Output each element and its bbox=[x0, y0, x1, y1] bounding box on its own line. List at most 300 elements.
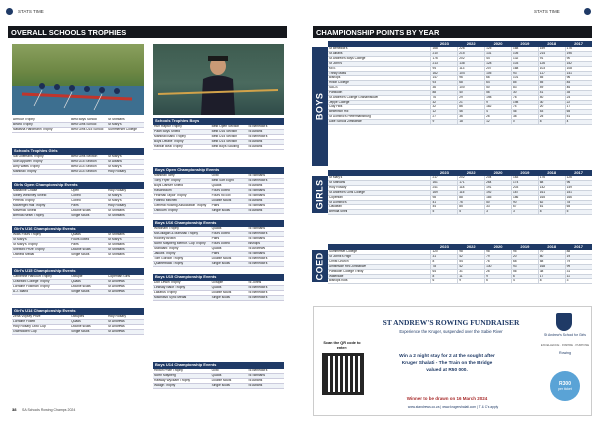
table-cell: Holy Rosary Octo Cup bbox=[12, 325, 70, 330]
year-header: 2018 bbox=[538, 244, 565, 250]
points-cell: 68 bbox=[538, 181, 565, 186]
schools-girls-title: Schools Trophies Girls bbox=[12, 148, 144, 155]
table-row bbox=[153, 247, 284, 252]
points-cell: 96 bbox=[565, 181, 592, 186]
points-cell: 185 bbox=[485, 195, 512, 200]
table-cell: Best Boys School bbox=[70, 118, 107, 123]
points-cell: 96 bbox=[458, 76, 485, 81]
table-cell: Gwendolen Cup bbox=[12, 330, 70, 335]
points-cell: 42 bbox=[458, 264, 485, 269]
points-cell: 126 bbox=[538, 61, 565, 66]
table-cell: Pairs bbox=[211, 237, 248, 242]
school-name-cell: Christ Church bbox=[328, 260, 431, 265]
right-section-title: CHAMPIONSHIP POINTS BY YEAR bbox=[313, 26, 592, 38]
table-cell: St Benedict's bbox=[247, 232, 284, 237]
school-name-cell: SACS bbox=[328, 86, 431, 91]
points-cell: 4 bbox=[485, 110, 512, 115]
points-cell: 99 bbox=[565, 264, 592, 269]
points-cell: 120 bbox=[431, 250, 458, 255]
points-cell: 186 bbox=[511, 195, 538, 200]
table-row bbox=[12, 214, 144, 219]
points-cell: 46 bbox=[565, 86, 592, 91]
left-logo bbox=[6, 8, 13, 15]
points-cell: 78 bbox=[431, 264, 458, 269]
boys-u14-table bbox=[153, 369, 284, 389]
points-cell: 20 bbox=[511, 255, 538, 260]
table-row bbox=[12, 285, 144, 290]
table-row bbox=[153, 286, 284, 291]
year-header: 2022 bbox=[458, 41, 485, 47]
table-cell: Pairs bbox=[70, 243, 107, 248]
points-cell: 187 bbox=[511, 190, 538, 195]
table-cell: St Benedict's bbox=[247, 291, 284, 296]
school-name-cell: St Andrew's College Grahamstown bbox=[328, 95, 431, 100]
table-cell: Best Girls School bbox=[70, 123, 107, 128]
year-header: 2020 bbox=[485, 170, 512, 176]
points-cell: 198 bbox=[511, 100, 538, 105]
points-cell: 6 bbox=[485, 279, 512, 284]
year-header: 2023 bbox=[431, 41, 458, 47]
points-cell: 101 bbox=[511, 76, 538, 81]
table-cell: St Benedict's bbox=[247, 125, 284, 130]
points-cell: 20 bbox=[538, 105, 565, 110]
table-cell: Single sculls bbox=[211, 296, 248, 301]
points-cell: 264 bbox=[485, 181, 512, 186]
schools-boys-table bbox=[153, 125, 284, 150]
table-cell: St Stithians bbox=[107, 214, 144, 219]
year-header: 2018 bbox=[538, 41, 565, 47]
school-name-cell: St Johns's High bbox=[328, 255, 431, 260]
footer-text: SA Schools Rowing Champs 2024 bbox=[22, 408, 76, 412]
table-cell: Double sculls bbox=[211, 291, 248, 296]
points-cell: 9 bbox=[458, 279, 485, 284]
points-cell: 78 bbox=[565, 200, 592, 205]
table-cell: McMerget Hall Trophy bbox=[12, 204, 70, 209]
points-cell: 74 bbox=[511, 105, 538, 110]
table-cell: Double sculls bbox=[211, 257, 248, 262]
year-header: 2017 bbox=[565, 170, 592, 176]
table-cell: Amy Watts Trophy bbox=[12, 165, 70, 170]
coed-label bbox=[312, 250, 328, 282]
points-cell: 165 bbox=[538, 195, 565, 200]
table-cell: St Mary's bbox=[107, 199, 144, 204]
right-logo bbox=[584, 8, 591, 15]
boys-label bbox=[312, 47, 328, 166]
table-cell: St Albans bbox=[247, 384, 284, 389]
points-cell: 85 bbox=[511, 81, 538, 86]
points-cell: 90 bbox=[511, 200, 538, 205]
points-cell: 115 bbox=[458, 190, 485, 195]
points-cell: 46 bbox=[458, 110, 485, 115]
table-cell: Best Open Section bbox=[211, 125, 248, 130]
trophies-a-table bbox=[12, 118, 144, 133]
points-cell: 33 bbox=[485, 205, 512, 210]
boys-open-title: Boys Open Championship Events bbox=[153, 167, 284, 174]
table-cell: Rankin Beal Trophy bbox=[153, 145, 211, 150]
table-cell: Summerset College bbox=[107, 128, 144, 133]
rowing-crew-graphic bbox=[12, 44, 144, 115]
points-cell: 84 bbox=[565, 81, 592, 86]
table-cell: Sibley Welchley Shield bbox=[12, 194, 70, 199]
table-cell: Machiavo Sync Medal bbox=[153, 296, 211, 301]
schools-boys-title: Schools Trophies Boys bbox=[153, 118, 284, 125]
girls-label bbox=[312, 176, 328, 213]
points-cell: 18 bbox=[458, 120, 485, 125]
table-cell: Crawford College Trophy bbox=[12, 280, 70, 285]
school-name-cell: Bishops Kids bbox=[328, 279, 431, 284]
table-cell: St Stithians bbox=[247, 374, 284, 379]
year-header: 2023 bbox=[431, 244, 458, 250]
table-row bbox=[12, 170, 144, 175]
points-cell: 3 bbox=[485, 210, 512, 215]
table-cell: A.J. Bland bbox=[12, 290, 70, 295]
points-cell: 202 bbox=[458, 176, 485, 181]
points-cell: 40 bbox=[538, 95, 565, 100]
points-cell: 32 bbox=[431, 105, 458, 110]
boys-open-block bbox=[153, 167, 284, 214]
table-cell: Copenfan Girls bbox=[107, 275, 144, 280]
points-cell: 35 bbox=[565, 90, 592, 95]
school-name-cell: St Mary's bbox=[328, 176, 431, 181]
table-cell: Natasha Hardmann Trophy bbox=[12, 128, 70, 133]
points-cell: 17 bbox=[538, 274, 565, 279]
points-cell: 22 bbox=[565, 100, 592, 105]
left-header-title: STATS TIME bbox=[18, 9, 44, 14]
points-cell: 168 bbox=[511, 66, 538, 71]
table-cell: St Mary's bbox=[12, 238, 70, 243]
table-cell: Railway Wyckam Trophy bbox=[153, 379, 211, 384]
boys-u15-block bbox=[153, 274, 284, 301]
points-cell: 38 bbox=[511, 115, 538, 120]
draw-date: Winner to be drawn on 16 March 2024 bbox=[406, 396, 488, 401]
school-name-cell: St Albans bbox=[328, 52, 431, 57]
school-name-cell: St Andrew's Boys College bbox=[328, 57, 431, 62]
points-cell: 196 bbox=[565, 52, 592, 57]
table-cell: Quads bbox=[211, 227, 248, 232]
year-header: 2019 bbox=[511, 244, 538, 250]
table-cell: Jakubs Trophy bbox=[153, 252, 211, 257]
girls-u16-table bbox=[12, 233, 144, 258]
table-cell: McGillagan & Marshall Trophy bbox=[153, 232, 211, 237]
table-cell: Single sculls bbox=[211, 209, 248, 214]
table-cell: Quarterback Trophy bbox=[153, 262, 211, 267]
points-cell: 9 bbox=[485, 274, 512, 279]
points-cell: 159 bbox=[538, 47, 565, 52]
right-header-title: STATS TIME bbox=[534, 9, 560, 14]
school-crest-icon bbox=[556, 313, 572, 331]
girls-u14-block bbox=[12, 308, 144, 335]
boys-u15-title: Boys U15 Championship Events bbox=[153, 274, 284, 281]
points-cell: 80 bbox=[538, 255, 565, 260]
table-cell: Best Girls U15 School bbox=[70, 128, 107, 133]
points-cell: 79 bbox=[565, 260, 592, 265]
table-cell: North Mayberg bbox=[153, 374, 211, 379]
points-cell: 113 bbox=[458, 66, 485, 71]
table-cell: Single sculls bbox=[70, 330, 107, 335]
qr-code-image[interactable] bbox=[322, 353, 364, 395]
year-header: 2018 bbox=[538, 170, 565, 176]
table-cell: Standard Trophy bbox=[153, 247, 211, 252]
points-cell: 88 bbox=[458, 195, 485, 200]
points-cell: 36 bbox=[431, 86, 458, 91]
table-cell: Best U14 Section bbox=[70, 170, 107, 175]
points-cell: 11 bbox=[458, 274, 485, 279]
table-cell: Marshall Tarry bbox=[153, 174, 211, 179]
points-cell: 61 bbox=[538, 205, 565, 210]
boys-u16-table bbox=[153, 227, 284, 267]
table-cell: St Andrews bbox=[107, 280, 144, 285]
table-cell: Pairs bbox=[211, 252, 248, 257]
points-cell: 226 bbox=[458, 47, 485, 52]
ad-subtitle: Experience the Kruger, suspended over the Sabie River bbox=[399, 329, 503, 334]
school-name-cell: Dale School Zimbabwe bbox=[328, 120, 431, 125]
table-row bbox=[12, 233, 144, 238]
table-cell: Fours coxed bbox=[70, 238, 107, 243]
points-cell: 26 bbox=[485, 269, 512, 274]
points-cell: 126 bbox=[565, 176, 592, 181]
points-cell: 3 bbox=[565, 279, 592, 284]
year-header: 2017 bbox=[565, 244, 592, 250]
table-cell: North Mayberg Memor. Cup Trophy bbox=[153, 242, 211, 247]
points-cell: 42 bbox=[458, 255, 485, 260]
boys-u15-table bbox=[153, 281, 284, 301]
ad-links[interactable]: www.standrews.co.za | www.krugershalati.com | T & C's apply bbox=[407, 405, 499, 409]
table-row bbox=[12, 248, 144, 253]
points-cell: 210 bbox=[431, 52, 458, 57]
table-cell: Fours coxed bbox=[211, 242, 248, 247]
points-cell: 40 bbox=[458, 90, 485, 95]
points-cell: 12 bbox=[431, 110, 458, 115]
table-cell: Pereira Trophy bbox=[12, 199, 70, 204]
points-cell: 44 bbox=[431, 205, 458, 210]
girls-u16-title: Girl's U16 Championship Events bbox=[12, 226, 144, 233]
table-cell: Holy Rosary bbox=[107, 170, 144, 175]
table-cell: Best U15 Section bbox=[70, 160, 107, 165]
table-cell: Single sculls bbox=[70, 290, 107, 295]
table-cell: Octuple bbox=[211, 281, 248, 286]
table-cell: Double sculls bbox=[211, 199, 248, 204]
table-cell: St Benedict's bbox=[247, 262, 284, 267]
points-cell: 93 bbox=[511, 264, 538, 269]
points-cell: 203 bbox=[511, 186, 538, 191]
points-cell: 3 bbox=[511, 210, 538, 215]
table-row bbox=[153, 262, 284, 267]
points-cell: 76 bbox=[485, 260, 512, 265]
points-cell: 176 bbox=[565, 47, 592, 52]
table-cell: Octo bbox=[211, 174, 248, 179]
table-cell: St Andrews bbox=[107, 290, 144, 295]
points-cell: 56 bbox=[485, 90, 512, 95]
table-cell: St Stithians bbox=[107, 118, 144, 123]
table-cell: Single sculls bbox=[70, 214, 107, 219]
table-row bbox=[153, 232, 284, 237]
points-cell: 117 bbox=[538, 71, 565, 76]
points-cell: 50 bbox=[485, 86, 512, 91]
table-cell: General Rowing Association Trophy bbox=[153, 204, 211, 209]
table-cell: St Albans bbox=[247, 130, 284, 135]
points-cell: 17 bbox=[565, 105, 592, 110]
table-cell: Willis Fours Trophy bbox=[12, 233, 70, 238]
points-cell: 50 bbox=[485, 200, 512, 205]
points-cell: 98 bbox=[431, 195, 458, 200]
table-row bbox=[12, 128, 144, 133]
table-cell: St Stithians bbox=[247, 189, 284, 194]
table-cell: Quads bbox=[211, 184, 248, 189]
points-cell: 241 bbox=[431, 186, 458, 191]
points-cell: 213 bbox=[431, 61, 458, 66]
points-cell: 79 bbox=[485, 255, 512, 260]
table-cell: St Stithians bbox=[247, 227, 284, 232]
points-cell: 5 bbox=[431, 210, 458, 215]
page-number: 38 bbox=[12, 407, 17, 412]
rowing-crew-photo bbox=[12, 44, 144, 115]
table-cell: St Benedict's bbox=[247, 286, 284, 291]
table-cell: Marianne Chase bbox=[12, 189, 70, 194]
points-cell: 68 bbox=[511, 260, 538, 265]
table-cell: St Mary's bbox=[107, 155, 144, 160]
points-cell: 217 bbox=[431, 176, 458, 181]
table-cell: St Benedict's bbox=[247, 257, 284, 262]
table-row bbox=[153, 257, 284, 262]
points-cell: 66 bbox=[485, 76, 512, 81]
table-row bbox=[12, 118, 144, 123]
school-name-cell: Summerset College bbox=[328, 250, 431, 255]
table-cell: Faithful Mitchell bbox=[153, 199, 211, 204]
girls-open-block bbox=[12, 182, 144, 219]
table-cell: Best U14 Section bbox=[70, 165, 107, 170]
girls-u14-title: Girl's U14 Championship Events bbox=[12, 308, 144, 315]
points-cell: 9 bbox=[485, 100, 512, 105]
boys-open-table bbox=[153, 174, 284, 214]
points-cell: 64 bbox=[431, 269, 458, 274]
points-cell: 68 bbox=[458, 81, 485, 86]
points-cell: 204 bbox=[485, 176, 512, 181]
points-cell: 83 bbox=[511, 86, 538, 91]
points-cell: 0 bbox=[511, 120, 538, 125]
prize-line-3: valued at R50 000. bbox=[426, 368, 468, 373]
school-name-cell: Clay Hills bbox=[328, 105, 431, 110]
points-cell: 27 bbox=[431, 115, 458, 120]
points-cell: 94 bbox=[431, 66, 458, 71]
points-cell: 8 bbox=[431, 274, 458, 279]
points-cell: 95 bbox=[511, 250, 538, 255]
points-cell: 171 bbox=[458, 181, 485, 186]
table-cell: Marshall Bank Trophy bbox=[153, 135, 211, 140]
table-cell: Best U16 Section bbox=[211, 130, 248, 135]
table-cell: Quads bbox=[70, 280, 107, 285]
year-header: 2017 bbox=[565, 41, 592, 47]
table-row bbox=[153, 135, 284, 140]
table-cell: St Stithians bbox=[247, 252, 284, 257]
table-cell: St Stithians bbox=[107, 243, 144, 248]
table-cell: St Stithians bbox=[247, 194, 284, 199]
table-row bbox=[12, 189, 144, 194]
points-cell: 5 bbox=[565, 210, 592, 215]
boys-u14-title: Boys U14 Championship Events bbox=[153, 362, 284, 369]
school-name-cell: Parktown College Trinity bbox=[328, 269, 431, 274]
points-cell: 6 bbox=[431, 279, 458, 284]
ad-title: ST ANDREW'S ROWING FUNDRAISER bbox=[382, 318, 520, 327]
points-cell: 54 bbox=[458, 260, 485, 265]
school-name-cell: St Dominic's Pietermaritzburg bbox=[328, 115, 431, 120]
table-cell: St Stithians bbox=[247, 174, 284, 179]
points-cell: 207 bbox=[485, 66, 512, 71]
table-cell: Oldfield Medal bbox=[12, 253, 70, 258]
points-cell: 88 bbox=[431, 90, 458, 95]
table-cell: Double sculls bbox=[70, 285, 107, 290]
points-cell: 174 bbox=[511, 181, 538, 186]
points-cell: 62 bbox=[538, 200, 565, 205]
points-cell: 108 bbox=[565, 66, 592, 71]
points-cell: 125 bbox=[485, 47, 512, 52]
points-cell: 9 bbox=[431, 120, 458, 125]
year-header: 2019 bbox=[511, 170, 538, 176]
table-cell: St Stithians bbox=[107, 253, 144, 258]
table-cell: St Stithians bbox=[107, 209, 144, 214]
table-cell: Best Boys Sculling bbox=[211, 145, 248, 150]
points-row bbox=[328, 210, 592, 215]
points-cell: 91 bbox=[538, 57, 565, 62]
table-cell: Hinton Prize Trophy bbox=[153, 369, 211, 374]
points-cell: 128 bbox=[485, 61, 512, 66]
points-cell: 41 bbox=[431, 200, 458, 205]
table-cell: Waugh Trophy bbox=[153, 384, 211, 389]
price-value: R300 bbox=[559, 380, 571, 387]
table-cell: St Mary's bbox=[107, 123, 144, 128]
points-cell: 176 bbox=[431, 57, 458, 62]
table-cell: Quads bbox=[70, 320, 107, 325]
table-cell: St Mary's bbox=[107, 165, 144, 170]
table-cell: St Stithians bbox=[107, 248, 144, 253]
points-cell: 30 bbox=[511, 90, 538, 95]
points-cell: 53 bbox=[538, 110, 565, 115]
table-cell: Single sculls bbox=[211, 262, 248, 267]
table-cell: St Benedict's bbox=[247, 179, 284, 184]
points-cell: 132 bbox=[511, 57, 538, 62]
table-row bbox=[12, 320, 144, 325]
points-cell: 103 bbox=[538, 66, 565, 71]
points-cell: 141 bbox=[565, 71, 592, 76]
table-cell: Shelford Prize Trophy bbox=[12, 248, 70, 253]
year-header: 2022 bbox=[458, 244, 485, 250]
school-name-cell: Waterdale bbox=[328, 274, 431, 279]
boys-u16-title: Boys U16 Championship Events bbox=[153, 220, 284, 227]
table-cell: Holy Rosary bbox=[107, 189, 144, 194]
girls-u15-table bbox=[12, 275, 144, 295]
points-cell: 96 bbox=[565, 76, 592, 81]
points-cell: 65 bbox=[565, 205, 592, 210]
points-cell: 104 bbox=[458, 71, 485, 76]
table-row bbox=[153, 374, 284, 379]
points-cell: 98 bbox=[458, 250, 485, 255]
table-cell: Fearnall Taylor Trophy bbox=[153, 194, 211, 199]
points-cell: 168 bbox=[511, 47, 538, 52]
table-cell: Boys Delaxe Trophy bbox=[153, 140, 211, 145]
points-cell: 118 bbox=[458, 186, 485, 191]
table-cell: St Albans bbox=[247, 379, 284, 384]
table-cell: Fours coxed bbox=[211, 189, 248, 194]
boys-u14-block bbox=[153, 362, 284, 389]
table-cell: St Andrews bbox=[107, 330, 144, 335]
table-cell: St Mary's bbox=[107, 194, 144, 199]
points-cell: 78 bbox=[511, 95, 538, 100]
points-cell: 176 bbox=[538, 176, 565, 181]
boys-u16-block bbox=[153, 220, 284, 267]
points-cell: 67 bbox=[511, 205, 538, 210]
school-sub: Rowing bbox=[559, 351, 571, 355]
points-cell: 24 bbox=[565, 95, 592, 100]
table-cell: St Albans bbox=[107, 160, 144, 165]
